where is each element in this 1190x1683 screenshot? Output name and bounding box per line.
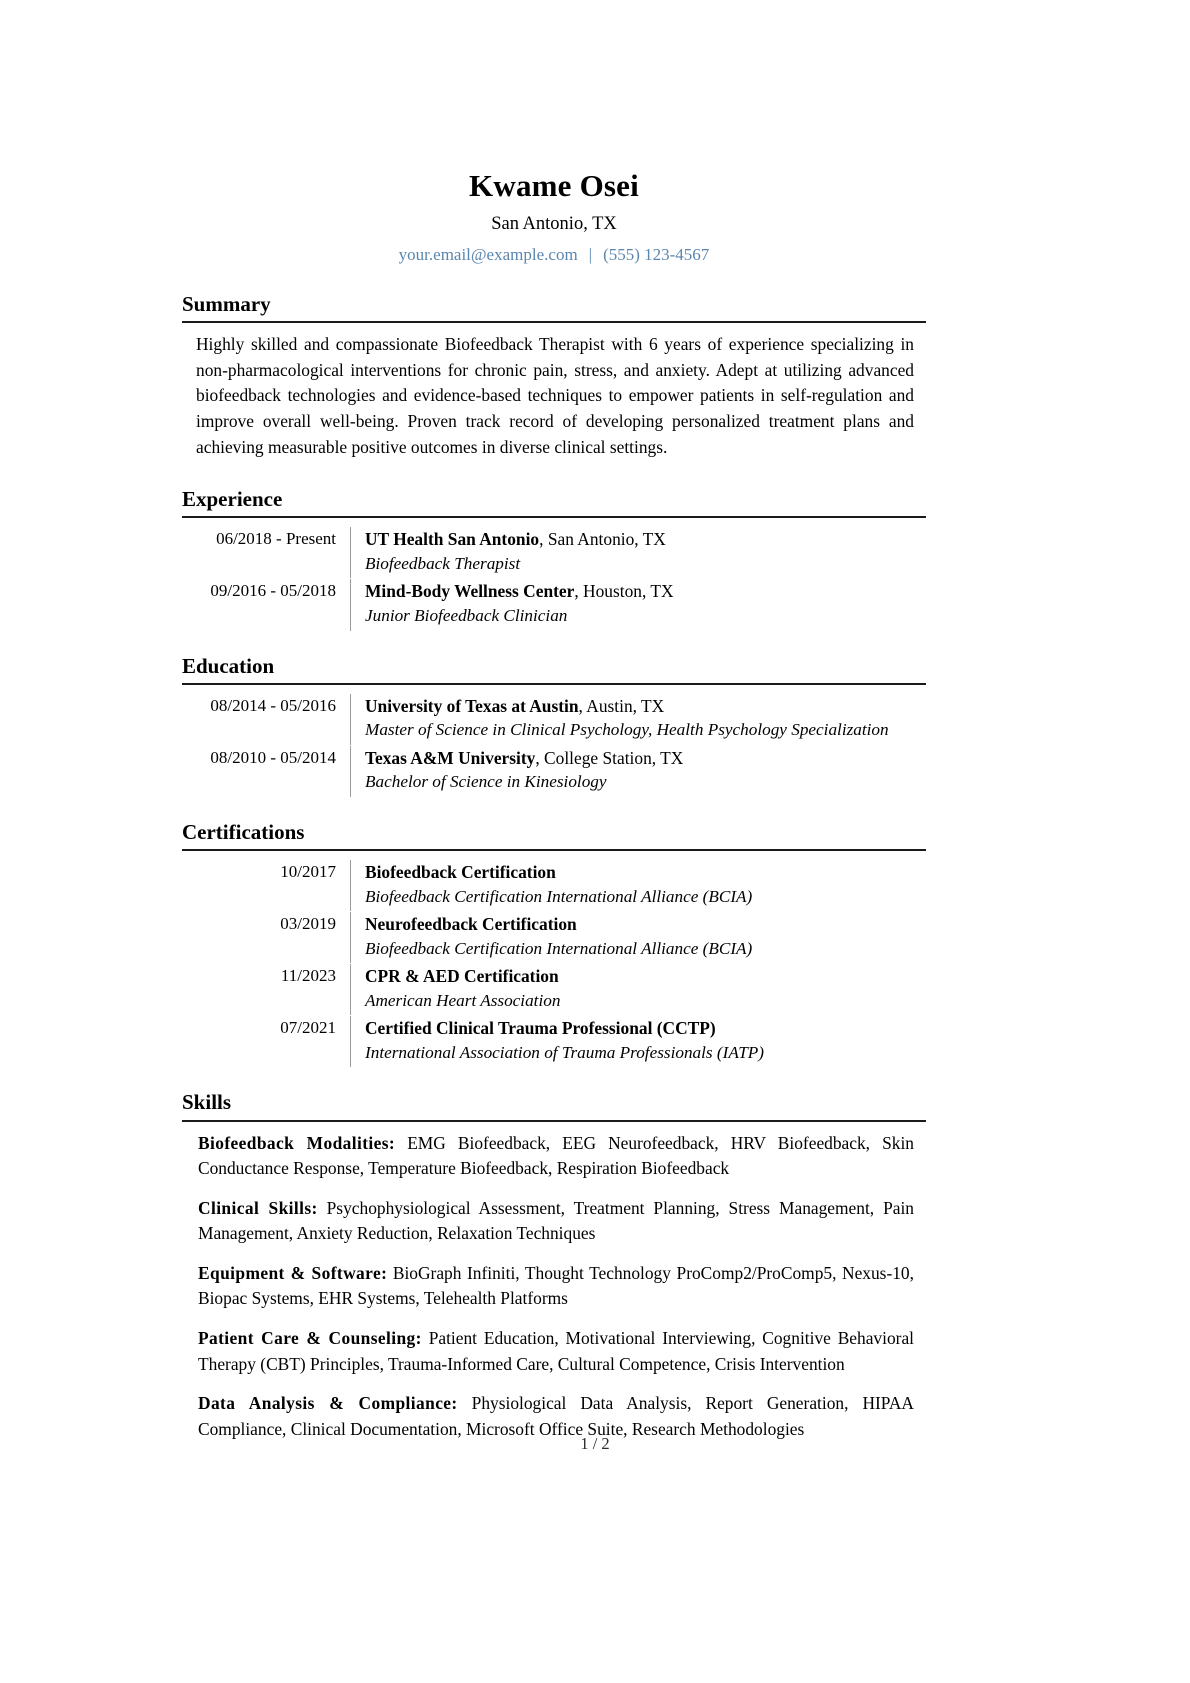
entry-heading bbox=[365, 527, 926, 552]
certification-entry bbox=[182, 964, 926, 1015]
skill-group bbox=[182, 1131, 926, 1182]
summary-paragraph: Highly skilled and compassionate Biofeedback Therapist with 6 years of experience specializing in non-pharmacological interventions for chronic pain, stress, and anxiety. Adept at utilizing advanced biofeedback technologies and evidence-based techniques to empower patients in self-regulation and improve overall well-being. Proven track record of developing personalized treatment plans and achieving measurable positive outcomes in diverse clinical settings. bbox=[196, 334, 914, 457]
entry-degree: Bachelor of Science in Kinesiology bbox=[365, 772, 607, 792]
contact-line bbox=[182, 245, 926, 265]
email-link[interactable]: your.email@example.com bbox=[398, 244, 578, 264]
contact-separator: | bbox=[588, 244, 593, 264]
entry-body bbox=[350, 694, 926, 745]
entry-heading bbox=[365, 860, 926, 885]
entry-body bbox=[350, 912, 926, 963]
entry-certification-name: Biofeedback Certification bbox=[365, 861, 556, 882]
certification-entry bbox=[182, 1016, 926, 1067]
entry-date: 08/2014 - 05/2016 bbox=[210, 695, 336, 715]
phone-link[interactable]: (555) 123-4567 bbox=[603, 244, 710, 264]
entry-organization: UT Health San Antonio bbox=[365, 529, 540, 550]
entry-heading bbox=[365, 1016, 926, 1041]
entry-body bbox=[350, 860, 926, 911]
entry-location: , Houston, TX bbox=[574, 581, 674, 602]
section-title-education: Education bbox=[182, 653, 275, 678]
section-title-certifications: Certifications bbox=[182, 819, 305, 844]
skill-items: Physiological Data Analysis, Report Generation, HIPAA Compliance, Clinical Documentation, Microsoft Office Suite, Research Methodologies bbox=[198, 1393, 914, 1439]
skill-category-label: Data Analysis & Compliance: bbox=[198, 1393, 458, 1414]
page-indicator: 1 / 2 bbox=[580, 1434, 610, 1453]
section-education bbox=[182, 655, 926, 797]
section-title-experience: Experience bbox=[182, 487, 283, 512]
entry-organization: Mind-Body Wellness Center bbox=[365, 581, 575, 602]
page-footer bbox=[0, 1434, 1190, 1454]
entry-certification-name: CPR & AED Certification bbox=[365, 966, 559, 987]
education-entry bbox=[182, 694, 926, 745]
entry-date: 10/2017 bbox=[280, 861, 336, 881]
skill-items: Psychophysiological Assessment, Treatment Planning, Stress Management, Pain Management, Anxiety Reduction, Relaxation Techniques bbox=[198, 1197, 914, 1244]
entry-date: 07/2021 bbox=[280, 1018, 336, 1038]
skill-items: BioGraph Infiniti, Thought Technology ProComp2/ProComp5, Nexus-10, Biopac Systems, EHR Systems, Telehealth Platforms bbox=[198, 1262, 914, 1309]
entry-body bbox=[350, 746, 926, 797]
entry-certification-name: Neurofeedback Certification bbox=[365, 914, 577, 935]
entry-heading bbox=[365, 694, 926, 719]
entry-date: 11/2023 bbox=[280, 966, 336, 986]
entry-issuer: International Association of Trauma Professionals (IATP) bbox=[365, 1043, 764, 1063]
section-divider bbox=[182, 321, 926, 323]
section-certifications bbox=[182, 821, 926, 1068]
entry-date: 06/2018 - Present bbox=[216, 529, 336, 549]
section-skills bbox=[182, 1091, 926, 1442]
entry-body bbox=[350, 964, 926, 1015]
education-entry bbox=[182, 746, 926, 797]
entry-heading bbox=[365, 579, 926, 604]
resume-header bbox=[182, 0, 926, 265]
skill-group bbox=[182, 1196, 926, 1247]
candidate-name: Kwame Osei bbox=[469, 168, 639, 203]
resume-content bbox=[182, 0, 926, 1442]
skill-category-label: Patient Care & Counseling: bbox=[198, 1328, 422, 1349]
section-title-summary: Summary bbox=[182, 292, 271, 317]
entry-location: , College Station, TX bbox=[535, 747, 684, 768]
entry-heading bbox=[365, 746, 926, 771]
entry-organization: University of Texas at Austin bbox=[365, 695, 579, 716]
experience-entry bbox=[182, 579, 926, 630]
skill-items: EMG Biofeedback, EEG Neurofeedback, HRV Biofeedback, Skin Conductance Response, Temperature Biofeedback, Respiration Biofeedback bbox=[198, 1132, 914, 1179]
entry-certification-name: Certified Clinical Trauma Professional (CCTP) bbox=[365, 1018, 716, 1039]
entry-degree: Master of Science in Clinical Psychology, Health Psychology Specialization bbox=[365, 720, 889, 740]
skill-group bbox=[182, 1261, 926, 1312]
certification-entry bbox=[182, 860, 926, 911]
entry-issuer: Biofeedback Certification International Alliance (BCIA) bbox=[365, 938, 753, 958]
entry-role: Biofeedback Therapist bbox=[365, 554, 521, 573]
entry-issuer: American Heart Association bbox=[365, 990, 561, 1010]
entry-role: Junior Biofeedback Clinician bbox=[365, 606, 568, 626]
entry-location: , San Antonio, TX bbox=[539, 529, 666, 550]
section-divider bbox=[182, 516, 926, 518]
entry-date: 03/2019 bbox=[280, 914, 336, 934]
entry-location: , Austin, TX bbox=[578, 695, 665, 716]
section-title-skills: Skills bbox=[182, 1090, 232, 1115]
skill-category-label: Clinical Skills: bbox=[198, 1197, 318, 1218]
section-summary bbox=[182, 293, 926, 460]
entry-date: 08/2010 - 05/2014 bbox=[210, 747, 336, 767]
skill-category-label: Biofeedback Modalities: bbox=[198, 1132, 396, 1153]
section-divider bbox=[182, 683, 926, 685]
entry-body bbox=[350, 527, 926, 578]
section-divider bbox=[182, 849, 926, 851]
skill-category-label: Equipment & Software: bbox=[198, 1262, 388, 1283]
section-divider bbox=[182, 1120, 926, 1122]
section-experience bbox=[182, 488, 926, 630]
certification-entry bbox=[182, 912, 926, 963]
skill-items: Patient Education, Motivational Interviewing, Cognitive Behavioral Therapy (CBT) Principles, Trauma-Informed Care, Cultural Competence, Crisis Intervention bbox=[198, 1328, 914, 1374]
entry-body bbox=[350, 1016, 926, 1067]
entry-issuer: Biofeedback Certification International Alliance (BCIA) bbox=[365, 886, 753, 906]
candidate-location: San Antonio, TX bbox=[491, 213, 617, 234]
experience-entry bbox=[182, 527, 926, 578]
entry-heading bbox=[365, 912, 926, 937]
entry-organization: Texas A&M University bbox=[365, 747, 536, 768]
entry-heading bbox=[365, 964, 926, 989]
skill-group bbox=[182, 1326, 926, 1377]
entry-date: 09/2016 - 05/2018 bbox=[210, 581, 336, 601]
entry-body bbox=[350, 579, 926, 630]
